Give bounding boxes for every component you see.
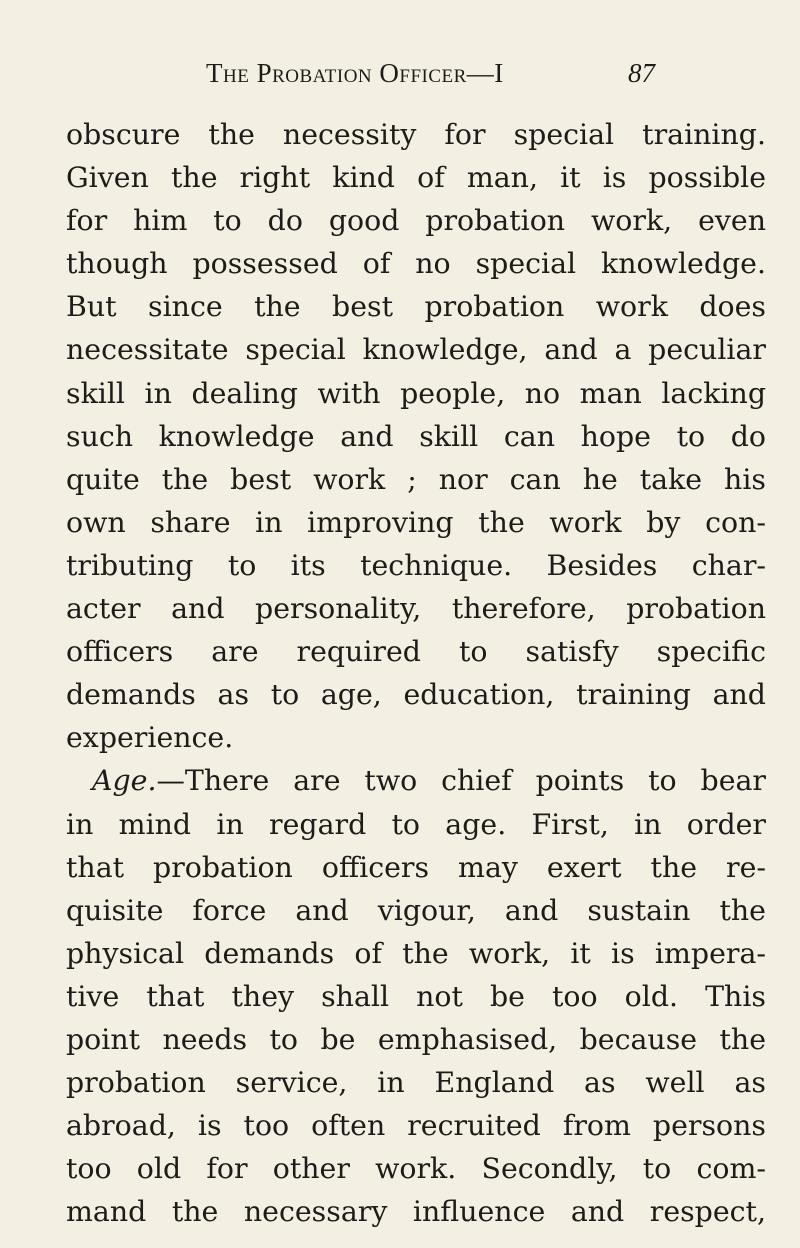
body-text: [66, 113, 766, 1233]
text-line: demands as to age, education, training and: [66, 678, 766, 712]
text-line: Given the right kind of man, it is possible: [66, 161, 766, 195]
text-line: skill in dealing with people, no man lacking: [66, 376, 766, 410]
text-line: necessitate special knowledge, and a peculiar: [66, 333, 766, 367]
text-line: obscure the necessity for special training.: [66, 118, 766, 151]
text-line: too old for other work. Secondly, to com-: [66, 1152, 766, 1186]
text-line: tributing to its technique. Besides char-: [66, 548, 766, 582]
text-line: for him to do good probation work, even: [66, 204, 766, 238]
text-line: mand the necessary influence and respect,: [66, 1195, 766, 1229]
text-line: though possessed of no special knowledge.: [66, 247, 766, 281]
text-line: abroad, is too often recruited from persons: [66, 1109, 766, 1143]
text-line: quisite force and vigour, and sustain the: [66, 893, 766, 927]
page-number: 87: [628, 58, 655, 88]
section-line-text: —There are two chief points to bear: [156, 764, 766, 798]
text-line: such knowledge and skill can hope to do: [66, 419, 766, 453]
text-line: point needs to be emphasised, because the: [66, 1022, 766, 1056]
running-head: [206, 58, 686, 92]
text-line: acter and personality, therefore, probation: [66, 592, 766, 626]
text-line: in mind in regard to age. First, in order: [66, 807, 766, 841]
text-line: quite the best work ; nor can he take his: [66, 462, 766, 496]
section-heading: Age.: [92, 764, 157, 798]
text-line: officers are required to satisfy specific: [66, 635, 766, 669]
text-line: own share in improving the work by con-: [66, 505, 766, 539]
running-title: The Probation Officer—I: [206, 58, 504, 88]
text-line: But since the best probation work does: [66, 290, 766, 324]
text-line: tive that they shall not be too old. This: [66, 979, 766, 1013]
section-line: [66, 759, 766, 802]
text-line: physical demands of the work, it is impera-: [66, 936, 766, 970]
text-line: probation service, in England as well as: [66, 1066, 766, 1100]
text-line: that probation officers may exert the re-: [66, 850, 766, 884]
text-line: experience.: [66, 721, 234, 755]
